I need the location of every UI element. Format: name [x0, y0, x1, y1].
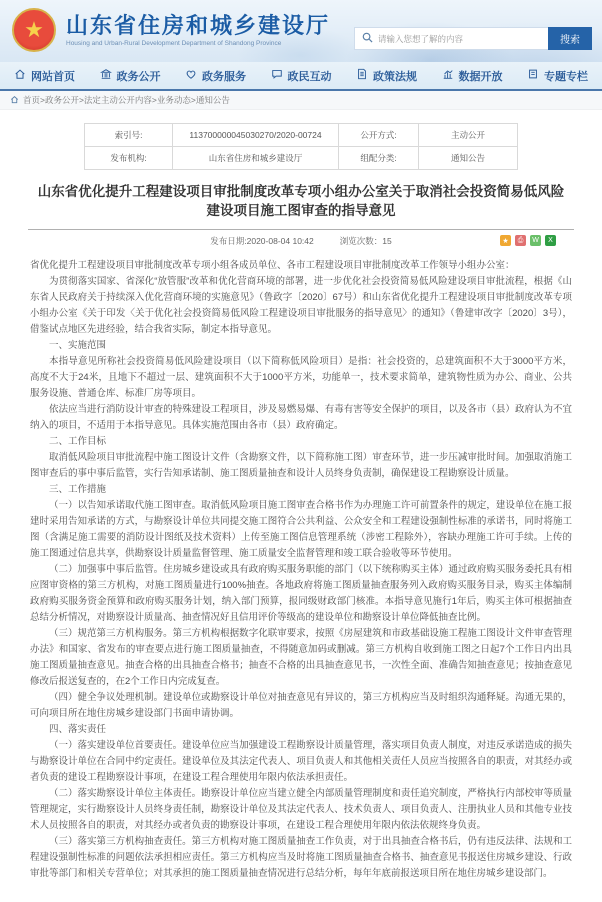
article-body: [30, 258, 572, 882]
site-title: 山东省住房和城乡建设厅: [66, 12, 331, 38]
nav-item-special-columns[interactable]: 专题专栏: [527, 68, 588, 84]
page-title: 山东省优化提升工程建设项目审批制度改革专项小组办公室关于取消社会投资简易低风险建设项目施工图审查的指导意见: [37, 184, 565, 218]
site-header: [0, 0, 602, 62]
paragraph: 取消低风险项目审批流程中施工图设计文件（含勘察文件，以下简称施工图）审查环节，进一步压减审批时间。加强取消施工图审查后的事中事后监管，实行告知承诺制、施工图质量抽查和设计人员终身负责制，确保建设工程勘察设计质量。: [30, 452, 572, 479]
nav-item-home[interactable]: 网站首页: [14, 68, 75, 84]
site-logo[interactable]: [12, 8, 330, 52]
chart-icon: [442, 68, 454, 83]
excel-export-icon[interactable]: X: [545, 235, 556, 246]
paragraph: 为贯彻落实国家、省深化“放管服”改革和优化营商环境的部署，进一步优化社会投资简易低风险建设项目审批流程，根据《山东省人民政府关于持续深入优化营商环境的实施意见》（鲁政字〔2020〕67号）和山东省优化提升工程建设项目审批制度改革专项小组办公室《关于印发〈关于优化社会投资简易低风险工程建设项目审批服务的指导意见〉的通知》（鲁建审改字〔2020〕3号），借鉴试点地区先进经验，结合我省实际，制定本指导意见。: [30, 276, 572, 335]
view-count: 浏览次数：15: [339, 236, 392, 246]
nav-item-open-data[interactable]: 数据开放: [442, 68, 503, 84]
paragraph: 依法应当进行消防设计审查的特殊建设工程项目，涉及易燃易爆、有毒有害等安全保护的项目，以及各市（县）政府认为不宜纳入的项目，不适用于本指导意见。具体实施范围由各市（县）政府确定。: [30, 404, 572, 431]
document-icon: [356, 68, 368, 83]
section-heading: 二、工作目标: [49, 436, 107, 447]
favorite-icon[interactable]: ★: [500, 235, 511, 246]
word-export-icon[interactable]: W: [530, 235, 541, 246]
breadcrumb[interactable]: [0, 91, 602, 110]
paragraph: （三）落实第三方机构抽查责任。第三方机构对施工图质量抽查工作负责，对于出具抽查合格书后，仍有违反法律、法规和工程建设强制性标准的问题依法承担相应责任。第三方机构应当及时将施工图质量抽查合格书、抽查意见书报送住房城乡建设、行政审批等部门和相关专营单位；对其承担的施工图质量抽查情况进行总结分析，每年年底前报送项目所在地住房城乡建设部门。: [30, 836, 572, 879]
nav-item-public-affairs[interactable]: 政务公开: [100, 68, 161, 84]
nav-item-services[interactable]: 政务服务: [185, 68, 246, 84]
search-icon: [355, 30, 378, 48]
search-input[interactable]: [378, 34, 548, 44]
section-heading: 三、工作措施: [49, 484, 107, 495]
table-row: [85, 124, 518, 147]
paragraph: （三）规范第三方机构服务。第三方机构根据数字化联审要求，按照《房屋建筑和市政基础设施工程施工图设计文件审查管理办法》和国家、省发布的审查要点进行施工图质量抽查，不得随意加码或删减。第三方机构自收到施工图之日起7个工作日内出具施工图质量抽查意见。抽查合格的出具抽查合格书；抽查不合格的出具抽查意见书，一次性全面、准确告知抽查意见；按抽查意见修改后报送复查的，在2个工作日内完成复查。: [30, 628, 572, 687]
paragraph: （四）健全争议处理机制。建设单位或勘察设计单位对抽查意见有异议的，第三方机构应当及时组织沟通释疑。沟通无果的，可向项目所在地住房城乡建设部门书面申请协调。: [30, 692, 572, 719]
index-number-value: 113700000045030270/2020-00724: [173, 124, 339, 147]
issuing-agency-label: 发布机构:: [85, 147, 173, 170]
paragraph: 本指导意见所称社会投资简易低风险建设项目（以下简称低风险项目）是指：社会投资的，总建筑面积不大于3000平方米，高度不大于24米，且地下不超过一层、建筑面积不大于1000平方米，功能单一，技术要求简单，建筑物性质为办公、商业、公共服务设施、普通仓库、标准厂房等项目。: [30, 356, 572, 399]
publicity-method-label: 公开方式:: [339, 124, 419, 147]
print-icon[interactable]: ⎙: [515, 235, 526, 246]
home-icon: [14, 68, 26, 83]
breadcrumb-path: 首页>政务公开>法定主动公开内容>业务动态>通知公告: [23, 95, 230, 105]
search-bar: [354, 27, 592, 50]
table-row: [85, 147, 518, 170]
article-meta: [28, 230, 574, 252]
site-title-english: Housing and Urban-Rural Development Department of Shandong Province: [66, 39, 282, 47]
category-value: 通知公告: [419, 147, 518, 170]
search-button[interactable]: 搜索: [548, 27, 592, 50]
main-nav: [0, 62, 602, 91]
bank-icon: [100, 68, 112, 83]
chat-icon: [271, 68, 283, 83]
section-heading: 四、落实责任: [49, 724, 107, 735]
folder-icon: [527, 68, 539, 83]
nav-item-interaction[interactable]: 政民互动: [271, 68, 332, 84]
national-emblem-icon: ★: [12, 8, 56, 52]
issuing-agency-value: 山东省住房和城乡建设厅: [173, 147, 339, 170]
paragraph: （二）落实勘察设计单位主体责任。勘察设计单位应当建立健全内部质量管理制度和责任追究制度，严格执行内部校审等质量管理规定，实行勘察设计人员终身责任制，勘察设计单位及其法定代表人、技术负责人、项目负责人、注册执业人员和其他专业技术人员按照各自的职责，对其经办或者负责的勘察设计事项，在建设工程合理使用年限内依法依规终身负责。: [30, 788, 572, 831]
section-heading: 一、实施范围: [49, 340, 107, 351]
publish-date: 发布日期:2020-08-04 10:42: [210, 236, 314, 246]
breadcrumb-home-icon: [10, 95, 19, 106]
category-label: 组配分类:: [339, 147, 419, 170]
paragraph: （二）加强事中事后监管。住房城乡建设或具有政府购买服务职能的部门（以下统称购买主体）通过政府购买服务委托具有相应图审资格的第三方机构，对施工图质量进行100%抽查。各地政府将施工图质量抽查服务列入政府购买服务目录，购买主体编制政府购买服务资金预算和政府购买服务计划，纳入部门预算，报同级财政部门核准。本指导意见施行1年后，购买主体可根据抽查总结分析情况，对勘察设计质量高、抽查情况好且信用评价等级高的建设单位和勘察设计单位降低抽查比例。: [30, 564, 572, 623]
paragraph: 省优化提升工程建设项目审批制度改革专项小组各成员单位、各市工程建设项目审批制度改革工作领导小组办公室：: [30, 260, 515, 271]
nav-item-policies[interactable]: 政策法规: [356, 68, 417, 84]
publicity-method-value: 主动公开: [419, 124, 518, 147]
service-icon: [185, 68, 197, 83]
paragraph: （一）落实建设单位首要责任。建设单位应当加强建设工程勘察设计质量管理，落实项目负责人制度，对违反承诺造成的损失与勘察设计单位在合同中约定责任。建设单位及其法定代表人、项目负责人和其他相关责任人员应当按照各自的职责，对其经办或者负责的建设工程勘察设计事项，在建设工程合理使用年限内依法承担责任。: [30, 740, 572, 783]
paragraph: （一）以告知承诺取代施工图审查。取消低风险项目施工图审查合格书作为办理施工许可前置条件的规定，建设单位在施工报建时采用告知承诺的方式，与勘察设计单位共同提交施工图符合公共利益、公众安全和工程建设强制性标准的承诺书，同时将施工图（含满足施工需要的消防设计图纸及技术资料）上传至施工图信息管理系统（涉密工程除外），容缺办理施工许可手续。上传的施工图通过信息共享，供勘察设计质量监督管理、施工质量安全监督管理和竣工联合验收等环节使用。: [30, 500, 572, 559]
index-number-label: 索引号:: [85, 124, 173, 147]
document-info-table: [84, 123, 518, 170]
